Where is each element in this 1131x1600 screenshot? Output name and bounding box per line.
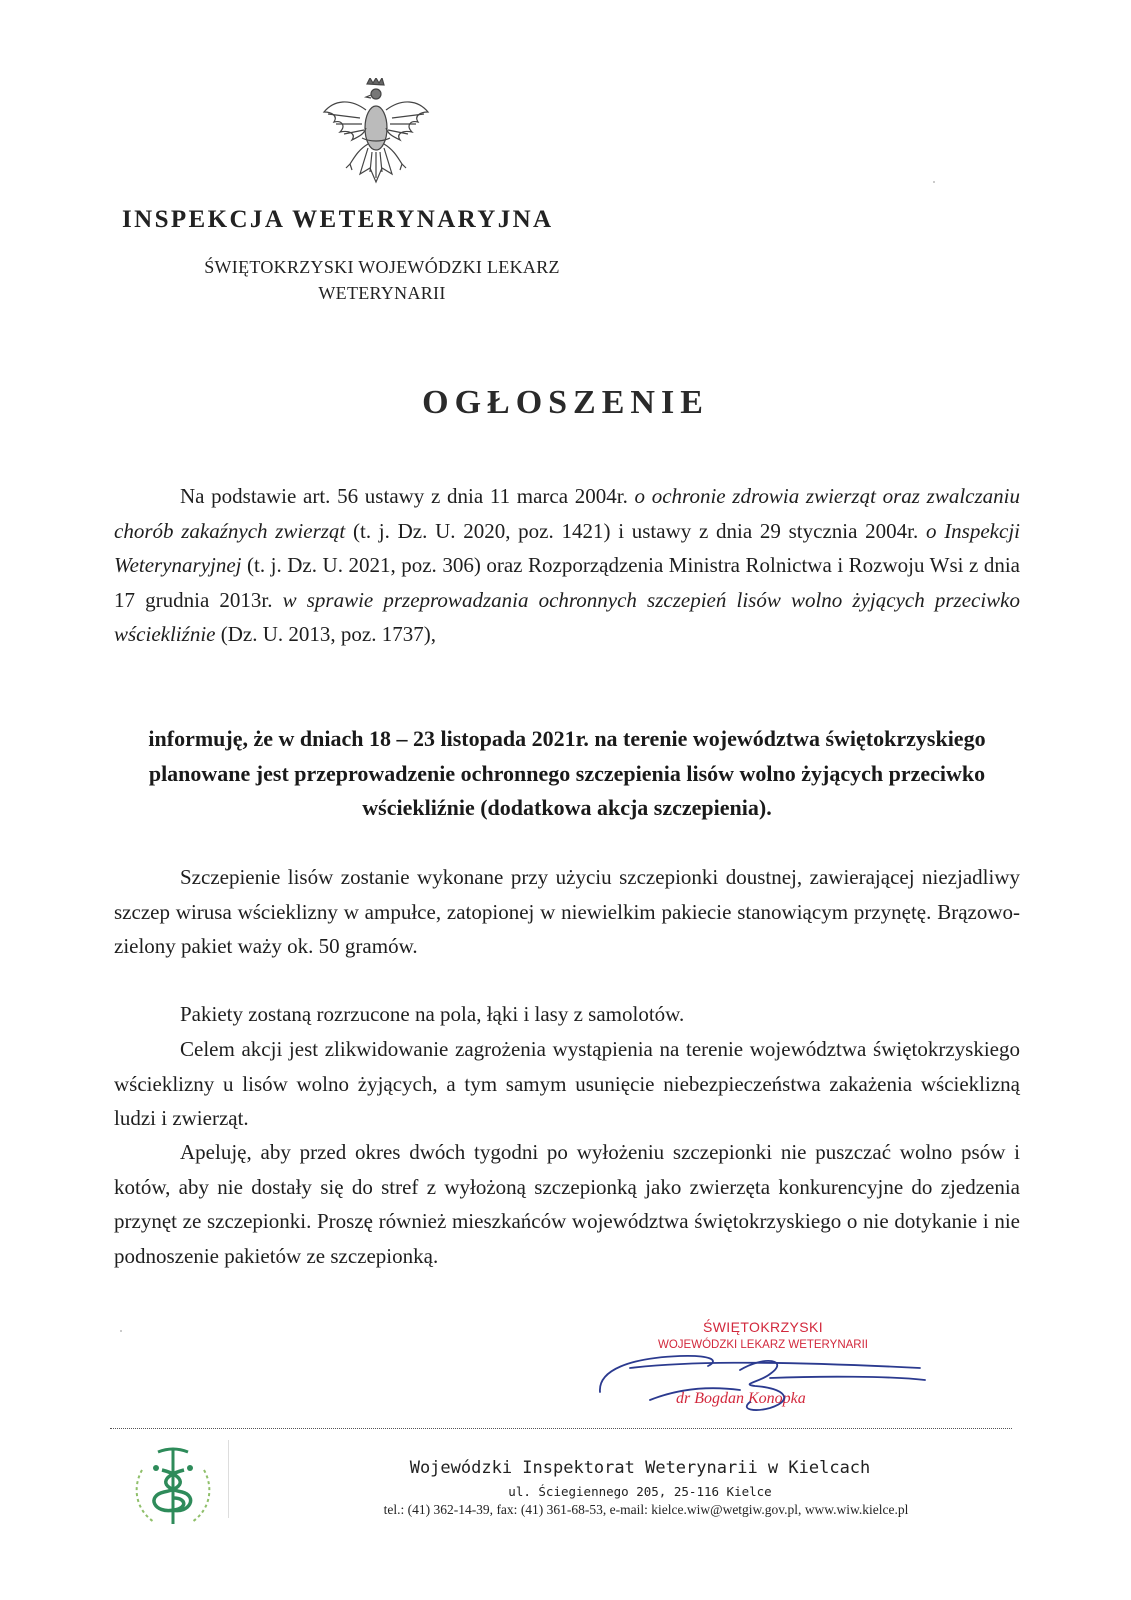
footer-email: kielce.wiw@wetgiw.gov.pl,	[651, 1502, 802, 1517]
footer-email-label: e-mail:	[609, 1502, 648, 1517]
vaccine-description-paragraph: Szczepienie lisów zostanie wykonane przy użyciu szczepionki doustnej, zawierającej niezjadliwy szczep wirusa wścieklizny w ampułce, zatopionej w niewielkim pakiecie stanowiącym przynętę. Brązowo-zielony pakiet waży ok. 50 gramów.	[114, 865, 1020, 958]
polish-eagle-emblem-icon	[320, 78, 430, 193]
legal-basis-act-title-2: o Inspekcji Weterynaryjnej	[114, 518, 1020, 577]
legal-basis-text-4: (Dz. U. 2013, poz. 1737),	[215, 622, 436, 646]
footer-address: ul. Ściegiennego 205, 25-116 Kielce	[508, 1484, 772, 1499]
footer-fax-label: fax:	[496, 1502, 518, 1517]
footer-tel: (41) 362-14-39,	[407, 1502, 494, 1517]
footer-website: www.wiw.kielce.pl	[804, 1502, 909, 1517]
stamp-signatory-name: dr Bogdan Konopka	[676, 1390, 806, 1407]
footer-tel-label: tel.:	[383, 1502, 405, 1517]
footer-divider	[110, 1428, 1012, 1429]
footer-institution: Wojewódzki Inspektorat Weterynarii w Kielcach	[409, 1458, 871, 1478]
distribution-paragraph: Pakiety zostaną rozrzucone na pola, łąki i lasy z samolotów.	[180, 1002, 685, 1026]
organization-subtitle-line2: WETERYNARII	[318, 283, 446, 303]
legal-basis-text-3: (t. j. Dz. U. 2021, poz. 306) oraz Rozporządzenia Ministra Rolnictwa i Rozwoju Wsi z dnia 17 grudnia 2013r.	[114, 553, 1020, 612]
scan-speck	[120, 1330, 122, 1332]
footer-vertical-divider	[228, 1440, 229, 1518]
stamp-line2: WOJEWÓDZKI LEKARZ WETERYNARII	[658, 1339, 868, 1351]
footer-fax: (41) 361-68-53,	[520, 1502, 607, 1517]
organization-title: INSPEKCJA WETERYNARYJNA	[122, 206, 554, 233]
document-title: OGŁOSZENIE	[422, 384, 709, 421]
legal-basis-text-1: Na podstawie art. 56 ustawy z dnia 11 marca 2004r.	[180, 484, 635, 508]
legal-basis-act-title-1: o ochronie zdrowia zwierząt oraz zwalczaniu chorób zakaźnych zwierząt	[114, 484, 1020, 543]
stamp-line1: ŚWIĘTOKRZYSKI	[702, 1319, 824, 1335]
legal-basis-act-title-3: w sprawie przeprowadzania ochronnych szczepień lisów wolno żyjących przeciwko wściekliźnie	[114, 587, 1020, 646]
scan-speck	[933, 181, 935, 183]
caduceus-logo-icon	[128, 1440, 218, 1530]
handwritten-signature	[590, 1330, 940, 1420]
purpose-paragraph: Celem akcji jest zlikwidowanie zagrożenia wystąpienia na terenie województwa świętokrzyskiego wścieklizny u lisów wolno żyjących, a tym samym usunięcie niebezpieczeństwa zakażenia wścieklizną ludzi i zwierząt.	[114, 1037, 1020, 1130]
legal-basis-text-2: (t. j. Dz. U. 2020, poz. 1421) i ustawy z dnia 29 stycznia 2004r.	[345, 518, 926, 543]
organization-subtitle-line1: ŚWIĘTOKRZYSKI WOJEWÓDZKI LEKARZ	[204, 257, 560, 277]
announcement-bold-text: informuję, że w dniach 18 – 23 listopada 2021r. na terenie województwa świętokrzyskiego planowane jest przeprowadzenie ochronnego szczepienia lisów wolno żyjących przeciwko wściekliźnie (dodatkowa akcja szczepienia).	[148, 726, 986, 820]
footer-contacts	[296, 1502, 996, 1518]
appeal-paragraph: Apeluję, aby przed okres dwóch tygodni po wyłożeniu szczepionki nie puszczać wolno psów i kotów, aby nie dostały się do stref z wyłożoną szczepionką jako zwierzęta konkurencyjne do zjedzenia przynęt ze szczepionki. Proszę również mieszkańców województwa świętokrzyskiego o nie dotykanie i nie podnoszenie pakietów ze szczepionką.	[114, 1140, 1020, 1268]
legal-basis-paragraph	[114, 479, 1020, 652]
